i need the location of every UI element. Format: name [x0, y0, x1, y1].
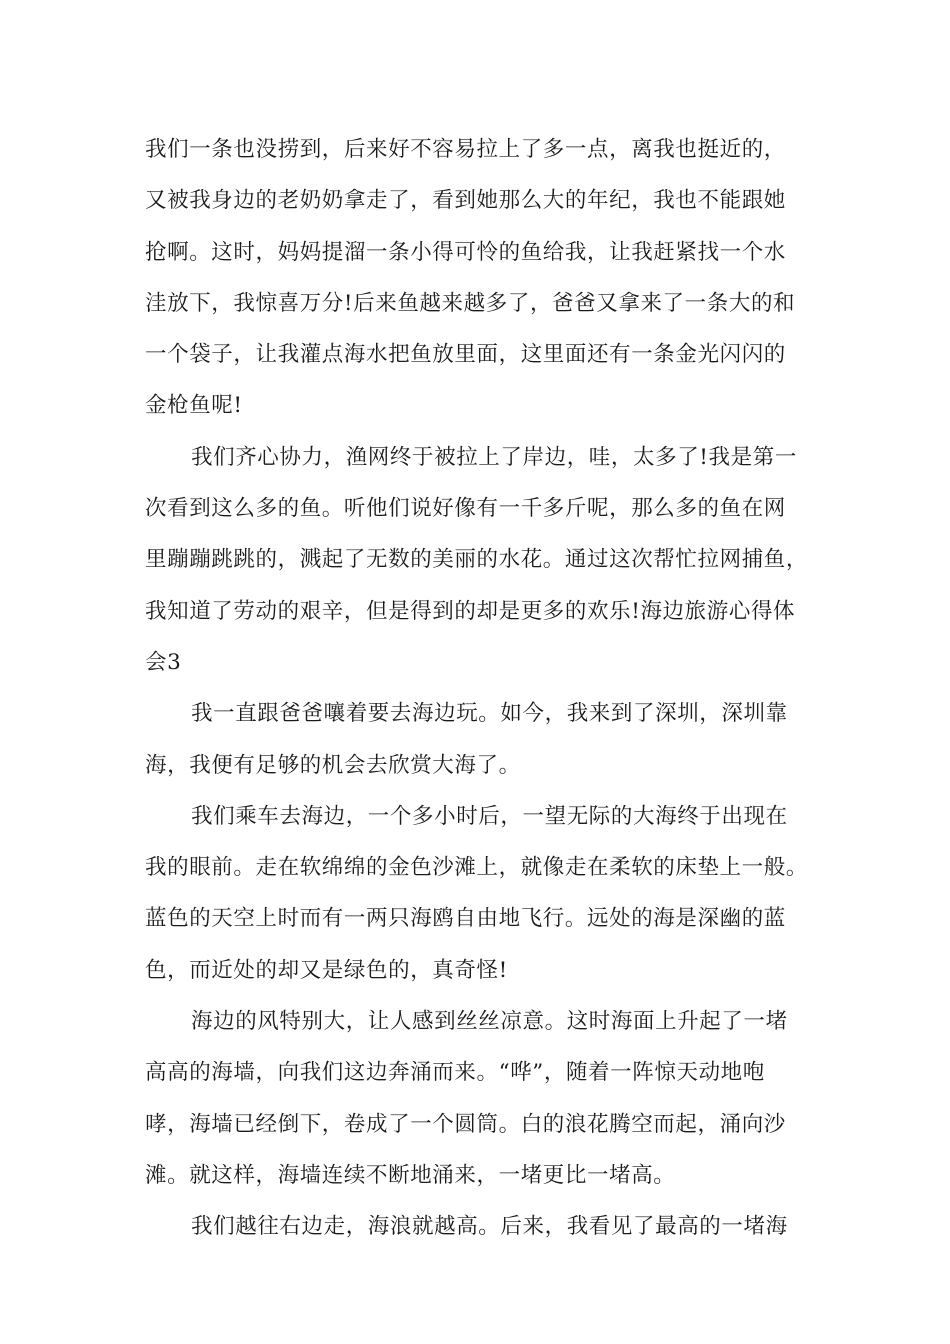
text-line: 高高的海墙，向我们这边奔涌而来。“哗”，随着一阵惊天动地咆 [145, 1060, 765, 1086]
text-line: 一个袋子，让我灌点海水把鱼放里面，这里面还有一条金光闪闪的 [145, 342, 786, 368]
paragraph-first-line: 我们齐心协力，渔网终于被拉上了岸边，哇，太多了!我是第一 [191, 444, 797, 470]
text-line: 我的眼前。走在软绵绵的金色沙滩上，就像走在柔软的床垫上一般。 [145, 855, 809, 881]
paragraph-first-line: 我们乘车去海边，一个多小时后，一望无际的大海终于出现在 [191, 803, 788, 829]
text-line: 里蹦蹦跳跳的，溅起了无数的美丽的水花。通过这次帮忙拉网捕鱼， [145, 547, 809, 573]
text-line: 会3 [145, 649, 182, 675]
text-line: 我知道了劳动的艰辛，但是得到的却是更多的欢乐!海边旅游心得体 [145, 598, 796, 624]
text-line: 哮，海墙已经倒下，卷成了一个圆筒。白的浪花腾空而起，涌向沙 [145, 1111, 786, 1137]
paragraph-first-line: 我们越往右边走，海浪就越高。后来，我看见了最高的一堵海 [191, 1214, 788, 1240]
text-line: 蓝色的天空上时而有一两只海鸥自由地飞行。远处的海是深幽的蓝 [145, 906, 786, 932]
text-line: 抢啊。这时，妈妈提溜一条小得可怜的鱼给我，让我赶紧找一个水 [145, 239, 786, 265]
text-line: 我们一条也没捞到，后来好不容易拉上了多一点，离我也挺近的， [145, 137, 786, 162]
text-line: 次看到这么多的鱼。听他们说好像有一千多斤呢，那么多的鱼在网 [145, 496, 786, 522]
text-line: 洼放下，我惊喜万分!后来鱼越来越多了，爸爸又拿来了一条大的和 [145, 290, 796, 316]
text-line: 金枪鱼呢! [145, 393, 243, 419]
document-body [145, 130, 815, 1259]
paragraph-first-line: 海边的风特别大，让人感到丝丝凉意。这时海面上升起了一堵 [191, 1009, 788, 1035]
text-line: 海，我便有足够的机会去欣赏大海了。 [145, 752, 521, 778]
text-line: 色，而近处的却又是绿色的，真奇怪! [145, 957, 508, 983]
text-line: 滩。就这样，海墙连续不断地涌来，一堵更比一堵高。 [145, 1162, 676, 1188]
paragraph-first-line: 我一直跟爸爸嚷着要去海边玩。如今，我来到了深圳，深圳靠 [191, 701, 788, 727]
text-line: 又被我身边的老奶奶拿走了，看到她那么大的年纪，我也不能跟她 [145, 188, 786, 214]
